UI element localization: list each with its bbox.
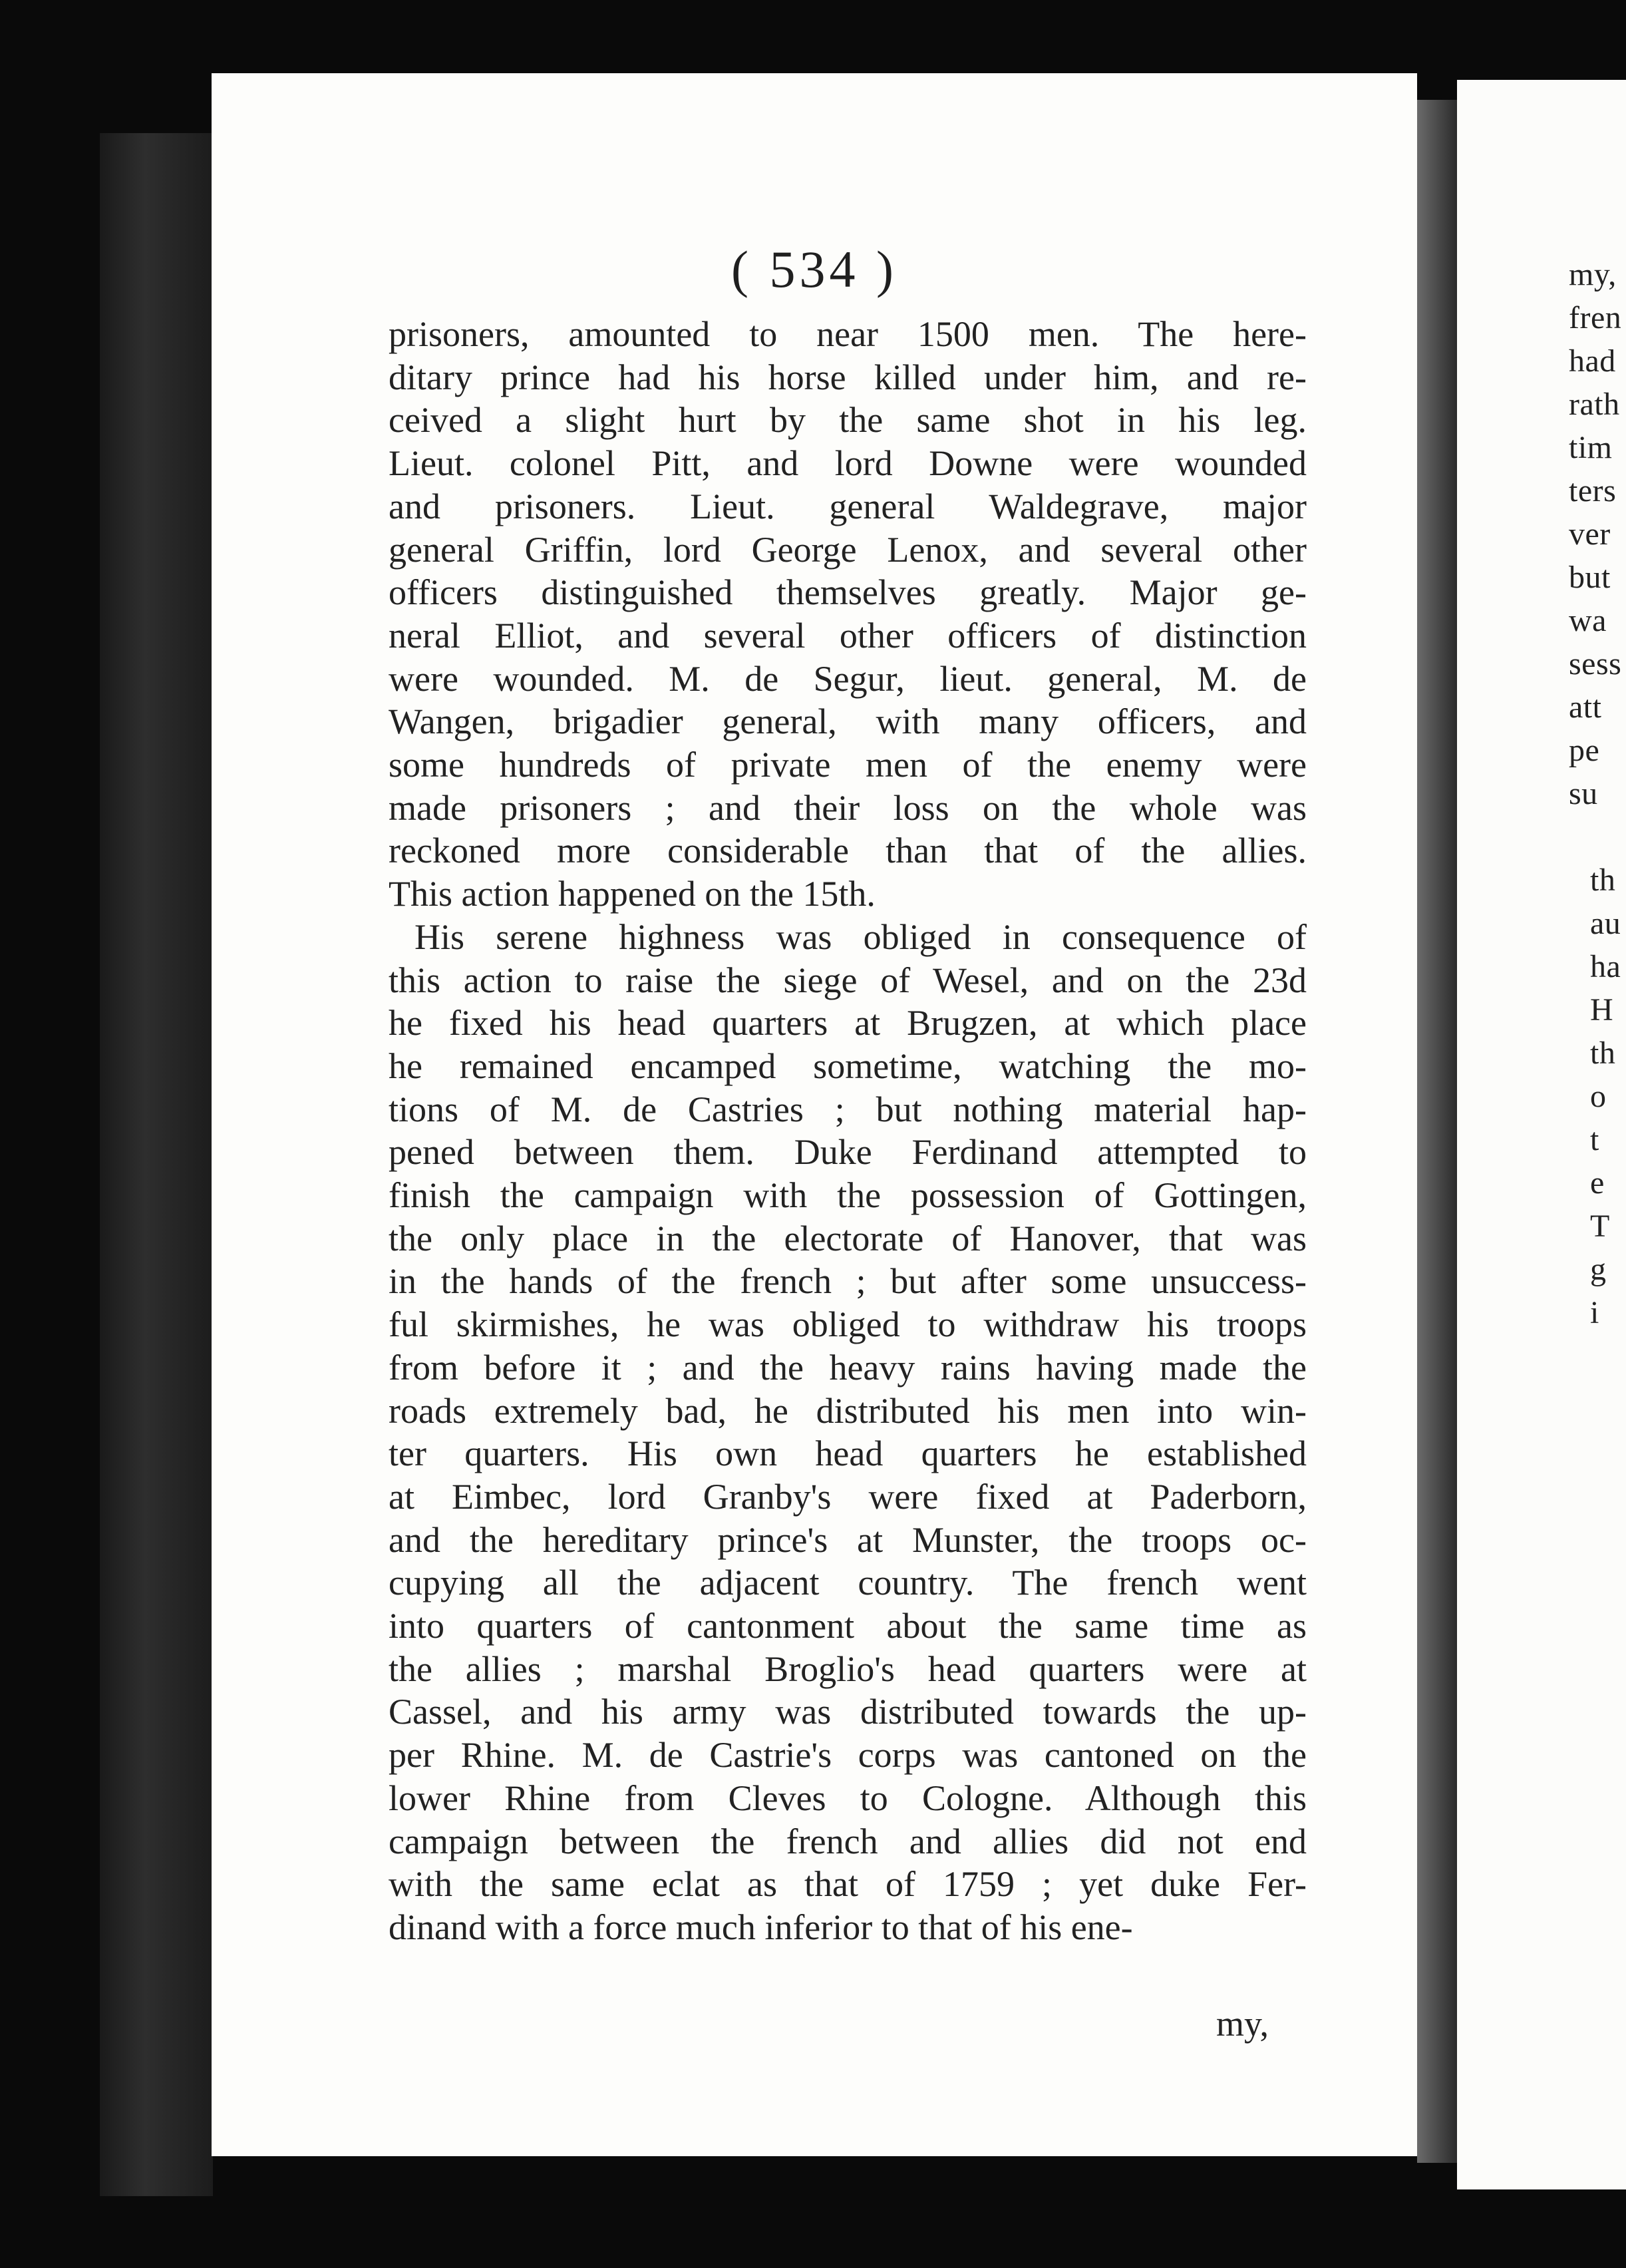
text-line: Wangen, brigadier general, with many officers, and [389, 701, 1307, 742]
facing-page-text: g [1590, 1252, 1607, 1287]
text-line: prisoners, amounted to near 1500 men. The here- [389, 314, 1307, 354]
text-line: the allies ; marshal Broglio's head quarters were at [389, 1648, 1307, 1689]
facing-page-text: e [1590, 1165, 1605, 1201]
text-line: His serene highness was obliged in consequence of [414, 916, 1307, 957]
text-line: some hundreds of private men of the enemy were [389, 745, 1307, 785]
facing-page-text: had [1569, 343, 1616, 379]
facing-page-text: pe [1569, 733, 1600, 768]
text-line: he fixed his head quarters at Brugzen, at which place [389, 1003, 1307, 1043]
text-line: cupying all the adjacent country. The french went [389, 1563, 1307, 1603]
text-line: roads extremely bad, he distributed his men into win- [389, 1390, 1307, 1431]
text-line: and the hereditary prince's at Munster, the troops oc- [389, 1519, 1307, 1560]
facing-page-text: rath [1569, 387, 1620, 422]
facing-page-text: i [1590, 1295, 1599, 1330]
text-line: from before it ; and the heavy rains having made the [389, 1347, 1307, 1388]
text-line: lower Rhine from Cleves to Cologne. Although this [389, 1778, 1307, 1818]
catchword: my, [1216, 2004, 1269, 2044]
facing-page-text: H [1590, 992, 1614, 1028]
book-binding-edge [100, 133, 213, 2196]
text-line: at Eimbec, lord Granby's were fixed at Paderborn, [389, 1476, 1307, 1517]
text-line: with the same eclat as that of 1759 ; yet duke Fer- [389, 1864, 1307, 1905]
text-line: ceived a slight hurt by the same shot in his leg. [389, 400, 1307, 441]
text-line: dinand with a force much inferior to that of his ene- [389, 1907, 1133, 1947]
text-line: general Griffin, lord George Lenox, and several other [389, 529, 1307, 570]
facing-page-fragment [1457, 80, 1626, 2189]
facing-page-text: th [1590, 862, 1616, 898]
facing-page-text: wa [1569, 603, 1607, 638]
text-line: tions of M. de Castries ; but nothing material hap- [389, 1089, 1307, 1129]
text-line: pened between them. Duke Ferdinand attempted to [389, 1132, 1307, 1173]
facing-page-text: ver [1569, 516, 1611, 552]
facing-page-text: au [1590, 906, 1621, 941]
text-line: he remained encamped sometime, watching the mo- [389, 1045, 1307, 1086]
text-line: ditary prince had his horse killed under him, and re- [389, 357, 1307, 397]
facing-page-text: th [1590, 1036, 1616, 1071]
text-line: and prisoners. Lieut. general Waldegrave, major [389, 486, 1307, 526]
facing-page-text: T [1590, 1209, 1610, 1244]
gutter-shadow [1417, 100, 1457, 2163]
text-line: this action to raise the siege of Wesel, and on the 23d [389, 960, 1307, 1000]
facing-page-text: ha [1590, 949, 1621, 984]
text-line: officers distinguished themselves greatly. Major ge- [389, 572, 1307, 613]
facing-page-text: tim [1569, 430, 1613, 465]
text-line: per Rhine. M. de Castrie's corps was cantoned on the [389, 1735, 1307, 1776]
facing-page-text: o [1590, 1079, 1607, 1114]
text-line: reckoned more considerable than that of the allies. [389, 831, 1307, 871]
text-line: the only place in the electorate of Hanover, that was [389, 1218, 1307, 1258]
text-line: into quarters of cantonment about the same time as [389, 1606, 1307, 1646]
text-line: campaign between the french and allies did not end [389, 1821, 1307, 1861]
text-line: were wounded. M. de Segur, lieut. general, M. de [389, 658, 1307, 699]
text-line: in the hands of the french ; but after some unsuccess- [389, 1261, 1307, 1302]
text-line: finish the campaign with the possession of Gottingen, [389, 1175, 1307, 1215]
facing-page-text: ters [1569, 473, 1617, 508]
facing-page-text: my, [1569, 257, 1617, 292]
facing-page-text: sess [1569, 646, 1622, 681]
page-number: ( 534 ) [731, 240, 897, 298]
text-line: Cassel, and his army was distributed towards the up- [389, 1692, 1307, 1732]
facing-page-text: but [1569, 560, 1611, 595]
text-line: This action happened on the 15th. [389, 874, 876, 914]
facing-page-text: att [1569, 689, 1602, 725]
facing-page-text: su [1569, 776, 1598, 811]
facing-page-text: t [1590, 1122, 1599, 1157]
book-page [212, 73, 1417, 2156]
text-line: ter quarters. His own head quarters he established [389, 1433, 1307, 1474]
text-line: neral Elliot, and several other officers of distinction [389, 615, 1307, 656]
facing-page-text: fren [1569, 300, 1622, 335]
text-line: Lieut. colonel Pitt, and lord Downe were wounded [389, 443, 1307, 484]
text-line: ful skirmishes, he was obliged to withdraw his troops [389, 1304, 1307, 1345]
text-line: made prisoners ; and their loss on the whole was [389, 787, 1307, 828]
